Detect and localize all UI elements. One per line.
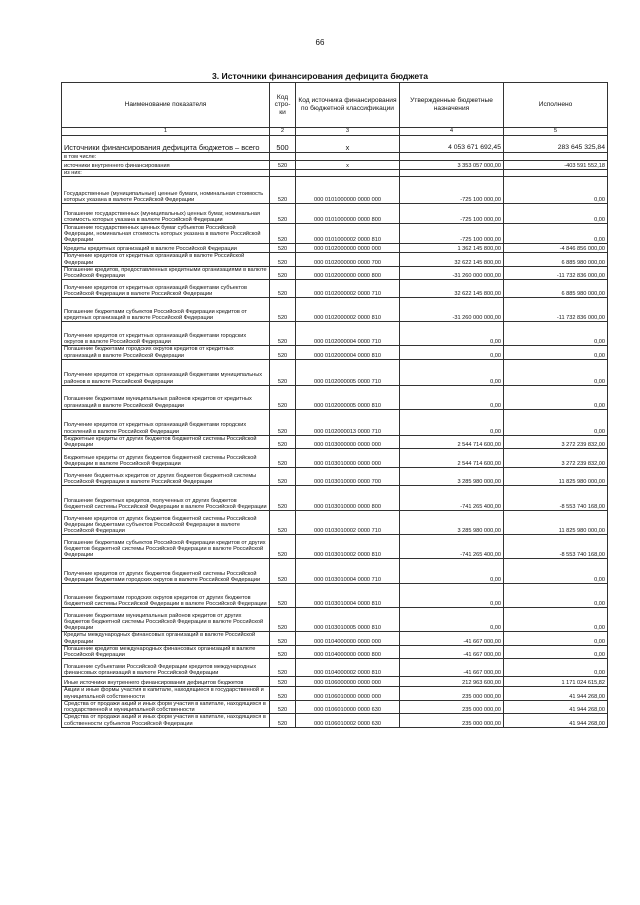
row-name: Погашение кредитов, предоставленных кредитными организациями в валюте Российской Федерации [62,266,270,280]
table-row [62,153,608,161]
row-source-code: 000 0102000000 0000 700 [296,253,400,267]
row-executed: 41 944 268,00 [504,687,608,701]
row-source-code: x [296,136,400,153]
row-executed: 41 944 268,00 [504,714,608,728]
row-executed: 3 272 239 832,00 [504,449,608,468]
row-source-code: 000 0104000000 0000 800 [296,645,400,659]
row-source-code: 000 0102000004 0000 810 [296,346,400,360]
row-name: Кредиты кредитных организаций в валюте Российской Федерации [62,244,270,253]
row-code: 520 [270,359,296,385]
table-row [62,584,608,608]
row-name: Погашение бюджетных кредитов, полученных от других бюджетов бюджетной системы Российской Федерации в валюте Российской Федерации [62,486,270,511]
row-source-code: 000 0101000000 0000 800 [296,204,400,224]
row-executed: 0,00 [504,204,608,224]
row-name: Погашение государственных (муниципальных) ценных бумаг, номинальная стоимость которых указана в валюте Российской Федерации [62,204,270,224]
row-code: 520 [270,266,296,280]
table-row [62,253,608,267]
financing-sources-table [61,82,608,728]
table-row [62,645,608,659]
row-name: Погашение бюджетами муниципальных районов кредитов от других бюджетов бюджетной системы Российской Федерации в валюте Российской Федерации [62,608,270,632]
table-row [62,659,608,677]
row-code: 520 [270,645,296,659]
column-number: 1 [62,128,270,136]
header-approved: Утвержденные бюджетные назначения [400,83,504,128]
row-name: Средства от продажи акций и иных форм участия в капитале, находящихся в собственности субъектов Российской Федерации [62,714,270,728]
row-executed: 0,00 [504,608,608,632]
table-row [62,266,608,280]
row-code [270,153,296,161]
row-source-code: 000 0103010000 0000 800 [296,486,400,511]
row-code: 520 [270,468,296,486]
column-number: 4 [400,128,504,136]
row-executed: -11 732 836 000,00 [504,298,608,322]
table-row [62,486,608,511]
row-name: Получение кредитов от кредитных организаций бюджетами муниципальных районов в валюте Российской Федерации [62,359,270,385]
row-approved: 3 285 980 000,00 [400,511,504,535]
row-source-code: 000 0101000002 0000 810 [296,224,400,244]
table-row [62,204,608,224]
table-row [62,714,608,728]
row-source-code: 000 0103010002 0000 710 [296,511,400,535]
row-executed: 0,00 [504,359,608,385]
row-name: Источники финансирования дефицита бюджетов – всего [62,136,270,153]
row-executed: 0,00 [504,322,608,346]
row-code: 520 [270,608,296,632]
row-source-code: 000 0103010004 0000 810 [296,584,400,608]
table-row [62,608,608,632]
row-executed: 6 885 980 000,00 [504,253,608,267]
row-approved: 0,00 [400,409,504,435]
row-approved: 0,00 [400,359,504,385]
row-source-code [296,153,400,161]
row-name: Погашение бюджетами городских округов кредитов от других бюджетов бюджетной системы Российской Федерации в валюте Российской Федерации [62,584,270,608]
row-source-code: 000 0106010000 0000 000 [296,687,400,701]
row-name: Иные источники внутреннего финансирования дефицитов бюджетов [62,677,270,687]
header-name: Наименование показателя [62,83,270,128]
header-code: Код стро-ки [270,83,296,128]
table-row [62,298,608,322]
row-name: из них: [62,170,270,177]
row-executed: 0,00 [504,177,608,204]
row-code: 520 [270,677,296,687]
row-approved: -41 667 000,00 [400,632,504,646]
table-row [62,224,608,244]
page-number: 66 [315,38,325,47]
table-row [62,385,608,409]
row-source-code: x [296,161,400,170]
row-code: 520 [270,700,296,714]
row-name: Погашение бюджетами субъектов Российской Федерации кредитов от других бюджетов бюджетной системы Российской Федерации в валюте Российской Федерации [62,535,270,559]
row-code: 520 [270,298,296,322]
row-name: Получение кредитов от кредитных организаций бюджетами городских округов в валюте Российской Федерации [62,322,270,346]
row-approved: -725 100 000,00 [400,177,504,204]
row-source-code: 000 0102000004 0000 710 [296,322,400,346]
row-name: Погашение субъектами Российской Федерации кредитов международных финансовых организаций в валюте Российской Федерации [62,659,270,677]
row-executed: 0,00 [504,584,608,608]
table-body [62,136,608,728]
header-source-code: Код источника финансирования по бюджетной классификации [296,83,400,128]
table-row [62,700,608,714]
table-row [62,359,608,385]
row-executed [504,170,608,177]
row-source-code: 000 0106000000 0000 000 [296,677,400,687]
row-executed: 0,00 [504,409,608,435]
row-name: Получение кредитов от других бюджетов бюджетной системы Российской Федерации бюджетами городских округов в валюте Российской Федерации [62,559,270,584]
row-source-code: 000 0102000002 0000 810 [296,298,400,322]
row-source-code: 000 0102000002 0000 710 [296,280,400,298]
table-row [62,687,608,701]
row-code: 520 [270,253,296,267]
row-approved: -41 667 000,00 [400,645,504,659]
row-source-code: 000 0102000013 0000 710 [296,409,400,435]
row-name: Погашение кредитов международных финансовых организаций в валюте Российской Федерации [62,645,270,659]
table-row [62,511,608,535]
row-approved: 32 622 145 800,00 [400,280,504,298]
row-code: 520 [270,584,296,608]
row-source-code [296,170,400,177]
table-row [62,170,608,177]
row-name: Получение кредитов от кредитных организаций бюджетами субъектов Российской Федерации в валюте Российской Федерации [62,280,270,298]
row-source-code: 000 0103010002 0000 810 [296,535,400,559]
row-name: Получение бюджетных кредитов от других бюджетов бюджетной системы Российской Федерации в валюте Российской Федерации [62,468,270,486]
row-source-code: 000 0104000000 0000 000 [296,632,400,646]
row-name: Погашение государственных ценных бумаг субъектов Российской Федерации, номинальная стоимость которых указана в валюте Российской Федерации [62,224,270,244]
row-code: 520 [270,385,296,409]
row-code: 520 [270,204,296,224]
row-approved: -41 667 000,00 [400,659,504,677]
row-executed: 0,00 [504,559,608,584]
row-code [270,170,296,177]
row-name: Акции и иные формы участия в капитале, находящиеся в государственной и муниципальной собственности [62,687,270,701]
row-approved: 3 353 057 000,00 [400,161,504,170]
row-code: 520 [270,511,296,535]
row-name: Кредиты международных финансовых организаций в валюте Российской Федерации [62,632,270,646]
row-approved: 2 544 714 600,00 [400,449,504,468]
row-code: 520 [270,449,296,468]
row-source-code: 000 0102000000 0000 800 [296,266,400,280]
row-code: 520 [270,322,296,346]
row-executed: 0,00 [504,632,608,646]
row-code: 520 [270,714,296,728]
row-executed: -11 732 836 000,00 [504,266,608,280]
row-source-code: 000 0103010004 0000 710 [296,559,400,584]
row-approved [400,170,504,177]
row-approved: -725 100 000,00 [400,224,504,244]
row-name: Получение кредитов от кредитных организаций бюджетами городских поселений в валюте Российской Федерации [62,409,270,435]
row-approved: 0,00 [400,608,504,632]
row-code: 500 [270,136,296,153]
table-row [62,559,608,584]
table-row-total [62,136,608,153]
table-row [62,280,608,298]
row-approved: -741 265 400,00 [400,535,504,559]
row-executed: 11 825 980 000,00 [504,468,608,486]
row-executed: -4 846 856 000,00 [504,244,608,253]
row-name: Получение кредитов от кредитных организаций в валюте Российской Федерации [62,253,270,267]
table-row [62,677,608,687]
row-code: 520 [270,161,296,170]
column-number: 2 [270,128,296,136]
row-source-code: 000 0103010000 0000 000 [296,449,400,468]
row-approved: 235 000 000,00 [400,687,504,701]
row-source-code: 000 0106010000 0000 630 [296,700,400,714]
row-source-code: 000 0102000000 0000 000 [296,244,400,253]
row-name: источники внутреннего финансирования [62,161,270,170]
column-number-row [62,128,608,136]
row-source-code: 000 0103010000 0000 700 [296,468,400,486]
table-row [62,632,608,646]
row-approved: 235 000 000,00 [400,700,504,714]
row-code: 520 [270,687,296,701]
table-header-row [62,83,608,128]
row-source-code: 000 0103000000 0000 000 [296,435,400,449]
row-source-code: 000 0102000005 0000 810 [296,385,400,409]
row-name: Бюджетные кредиты от других бюджетов бюджетной системы Российской Федерации в валюте Российской Федерации [62,449,270,468]
row-name: Средства от продажи акций и иных форм участия в капитале, находящихся в государственной и муниципальной собственности [62,700,270,714]
table-row [62,322,608,346]
row-source-code: 000 0101000000 0000 000 [296,177,400,204]
row-code: 520 [270,486,296,511]
table-row [62,435,608,449]
row-executed: 0,00 [504,659,608,677]
row-executed: 41 944 268,00 [504,700,608,714]
row-source-code: 000 0106010002 0000 630 [296,714,400,728]
row-executed: 11 825 980 000,00 [504,511,608,535]
row-executed [504,153,608,161]
row-approved: 32 622 145 800,00 [400,253,504,267]
row-approved: -725 100 000,00 [400,204,504,224]
column-number: 3 [296,128,400,136]
row-approved: 0,00 [400,322,504,346]
table-row [62,346,608,360]
row-executed: -8 553 740 168,00 [504,486,608,511]
section-title: 3. Источники финансирования дефицита бюджета [211,71,429,81]
row-code: 520 [270,409,296,435]
row-code: 520 [270,244,296,253]
row-name: Государственные (муниципальные) ценные бумаги, номинальная стоимость которых указана в валюте Российской Федерации [62,177,270,204]
row-name: Получение кредитов от других бюджетов бюджетной системы Российской Федерации бюджетами субъектов Российской Федерации в валюте Российской Федерации [62,511,270,535]
row-executed: 0,00 [504,224,608,244]
row-approved: -31 260 000 000,00 [400,298,504,322]
table-row [62,244,608,253]
table-row [62,449,608,468]
row-approved: -31 260 000 000,00 [400,266,504,280]
row-code: 520 [270,659,296,677]
row-executed: -8 553 740 168,00 [504,535,608,559]
row-name: Погашение бюджетами муниципальных районов кредитов от кредитных организаций в валюте Российской Федерации [62,385,270,409]
row-name: в том числе: [62,153,270,161]
row-executed: 283 645 325,84 [504,136,608,153]
row-approved: -741 265 400,00 [400,486,504,511]
row-approved [400,153,504,161]
row-executed: 0,00 [504,645,608,659]
row-name: Погашение бюджетами субъектов Российской Федерации кредитов от кредитных организаций в валюте Российской Федерации [62,298,270,322]
row-executed: 6 885 980 000,00 [504,280,608,298]
row-approved: 3 285 980 000,00 [400,468,504,486]
row-approved: 4 053 671 692,45 [400,136,504,153]
header-executed: Исполнено [504,83,608,128]
row-approved: 235 000 000,00 [400,714,504,728]
row-code: 520 [270,632,296,646]
row-code: 520 [270,559,296,584]
row-code: 520 [270,177,296,204]
row-approved: 212 963 600,00 [400,677,504,687]
row-name: Бюджетные кредиты от других бюджетов бюджетной системы Российской Федерации [62,435,270,449]
column-number: 5 [504,128,608,136]
row-executed: 1 171 024 615,82 [504,677,608,687]
row-executed: 3 272 239 832,00 [504,435,608,449]
table-row [62,535,608,559]
table-row [62,177,608,204]
row-code: 520 [270,280,296,298]
row-approved: 0,00 [400,346,504,360]
row-executed: 0,00 [504,385,608,409]
row-code: 520 [270,224,296,244]
row-executed: 0,00 [504,346,608,360]
row-code: 520 [270,435,296,449]
table-row [62,468,608,486]
row-approved: 0,00 [400,559,504,584]
row-code: 520 [270,346,296,360]
row-approved: 0,00 [400,385,504,409]
row-approved: 2 544 714 600,00 [400,435,504,449]
row-executed: -403 591 552,18 [504,161,608,170]
row-source-code: 000 0103010005 0000 810 [296,608,400,632]
row-code: 520 [270,535,296,559]
row-source-code: 000 0104000002 0000 810 [296,659,400,677]
table-row [62,161,608,170]
row-approved: 0,00 [400,584,504,608]
row-name: Погашение бюджетами городских округов кредитов от кредитных организаций в валюте Российской Федерации [62,346,270,360]
table-row [62,409,608,435]
row-source-code: 000 0102000005 0000 710 [296,359,400,385]
row-approved: 1 362 145 800,00 [400,244,504,253]
